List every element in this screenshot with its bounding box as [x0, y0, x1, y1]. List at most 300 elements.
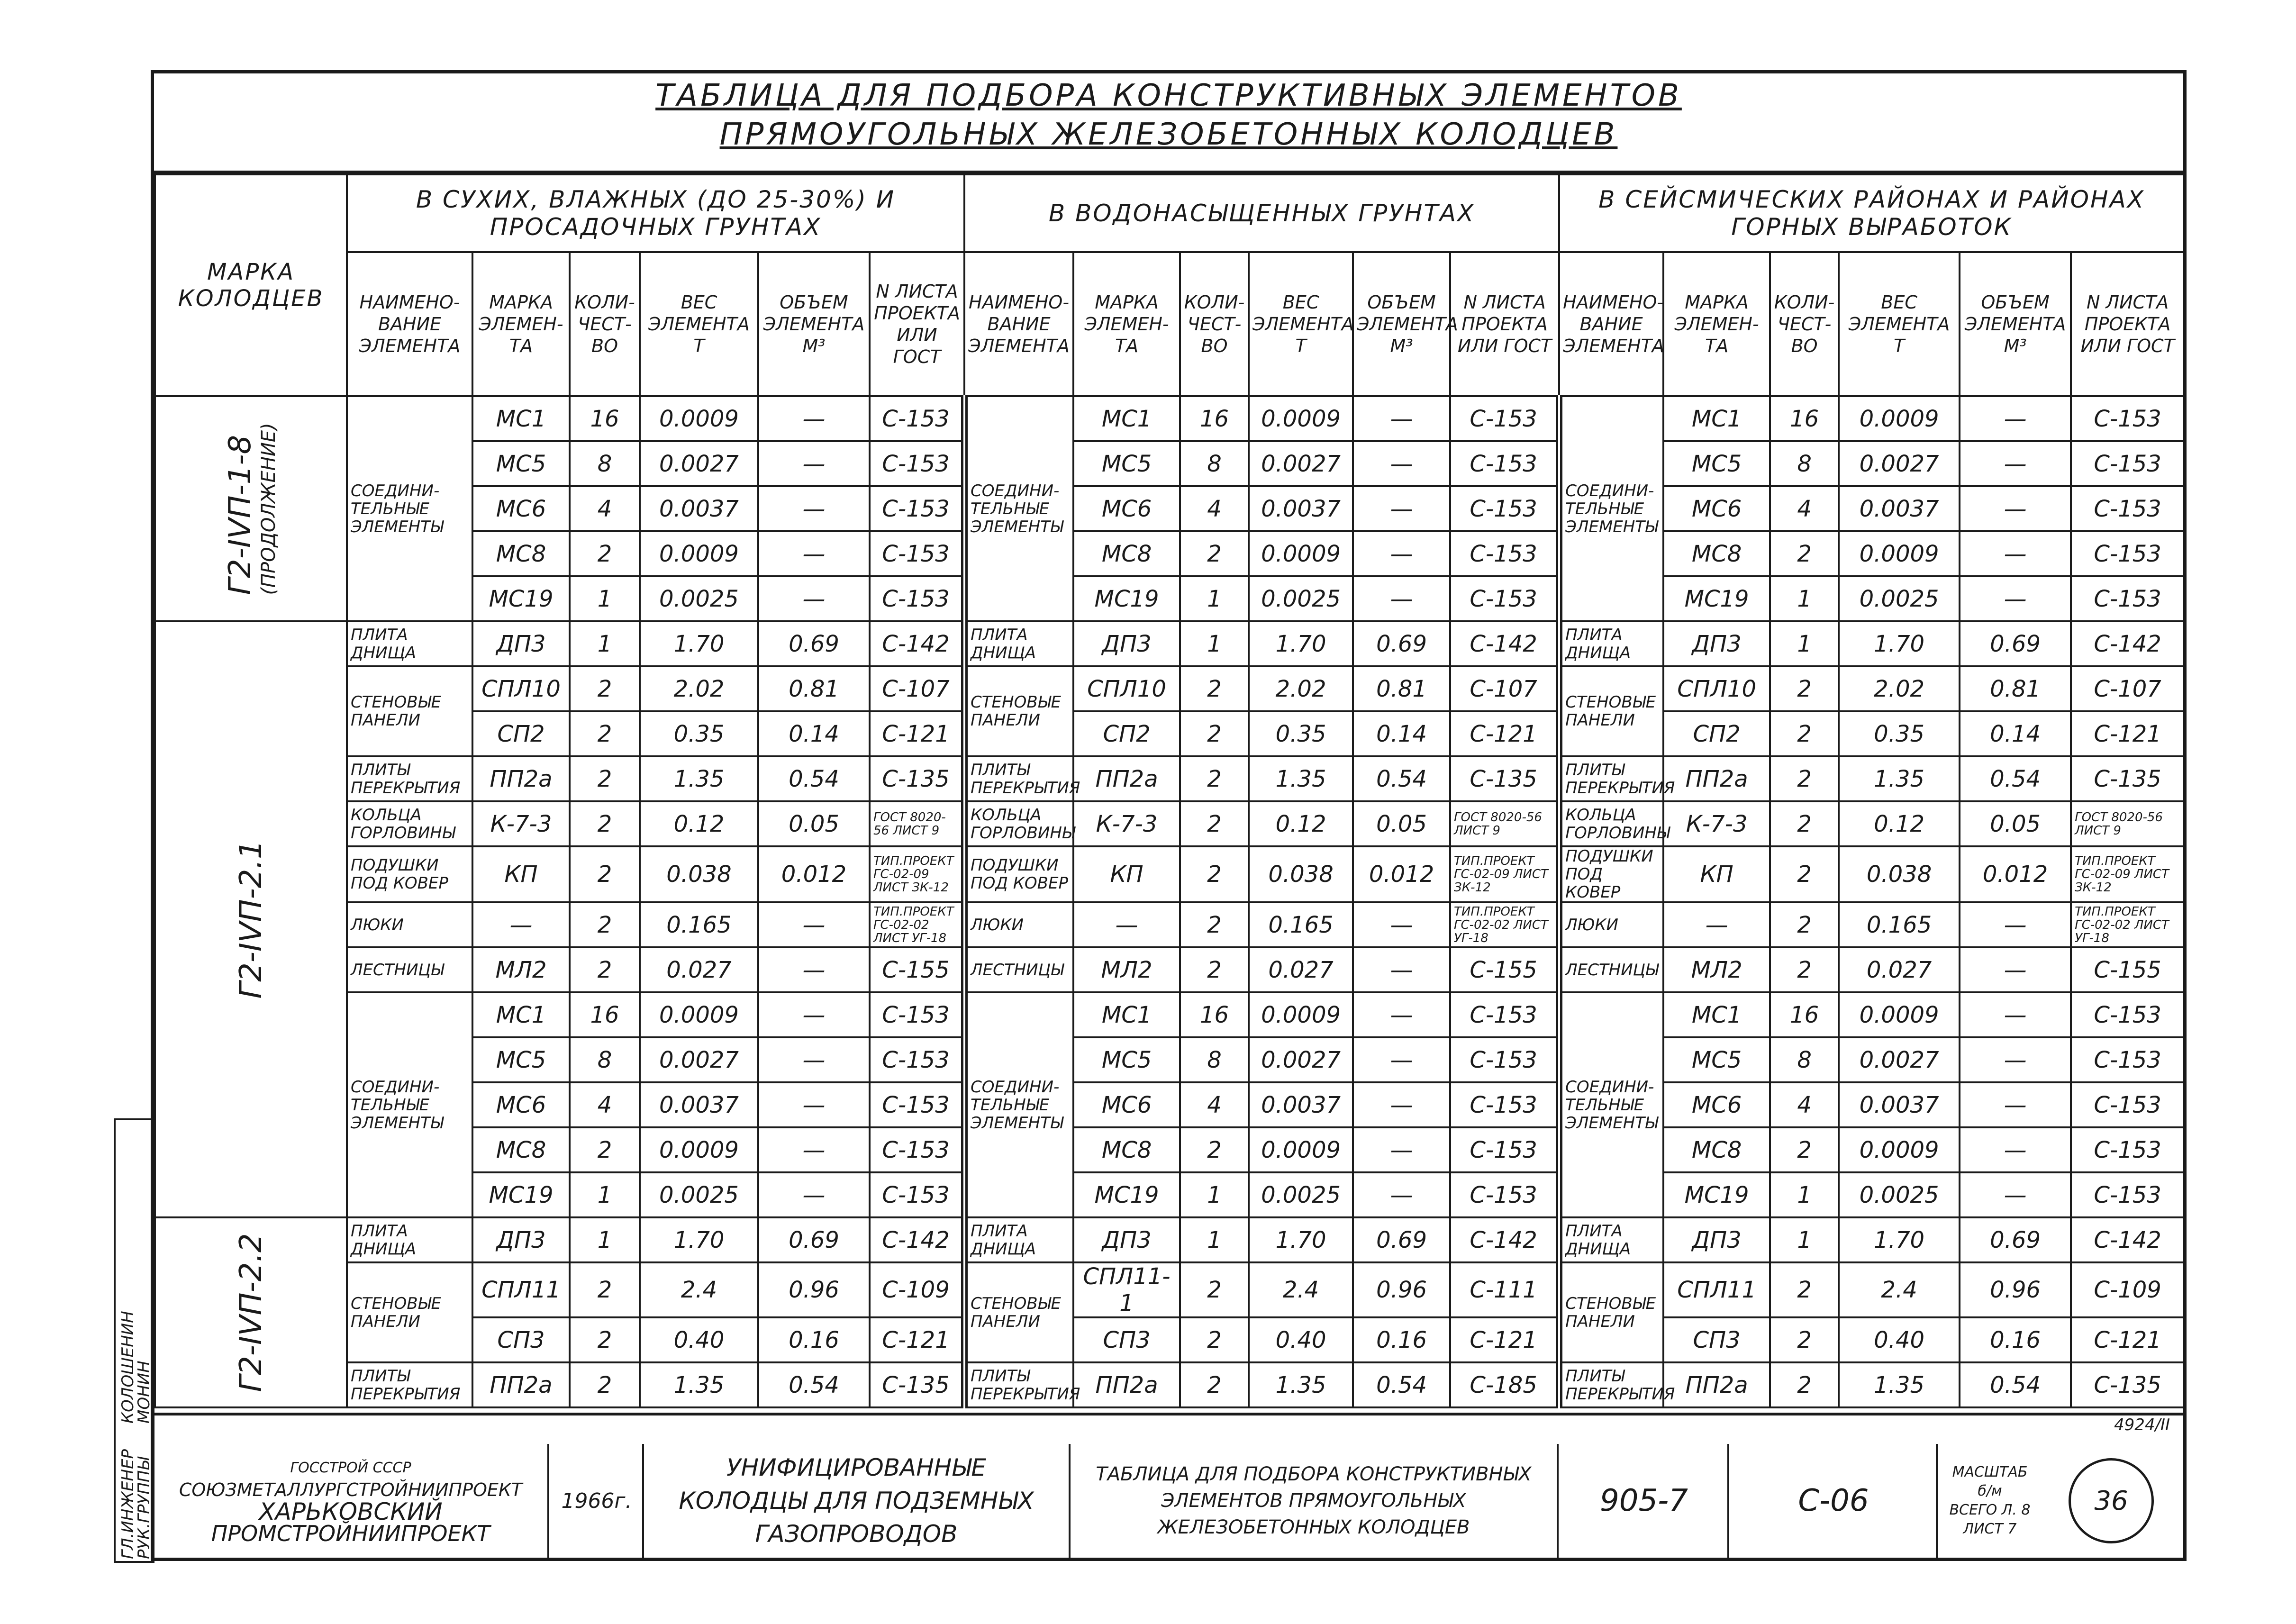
element-count: 2 [1770, 1262, 1839, 1317]
project-sheet: С-153 [870, 396, 964, 441]
element-weight: 1.70 [1839, 1217, 1960, 1262]
element-count: 2 [1770, 711, 1839, 756]
column-header: НАИМЕНО-ВАНИЕ ЭЛЕМЕНТА [347, 252, 472, 396]
project-sheet: С-121 [1450, 1317, 1559, 1362]
organization-block [154, 1444, 547, 1558]
project-sheet: С-153 [870, 531, 964, 576]
element-volume: 0.012 [758, 846, 870, 902]
element-count: 8 [1180, 441, 1249, 486]
column-header: ВЕС ЭЛЕМЕНТА Т [640, 252, 758, 396]
table-row [155, 902, 2184, 947]
project-sheet: С-153 [2071, 1172, 2184, 1217]
element-weight: 0.165 [1839, 902, 1960, 947]
element-volume: — [758, 576, 870, 621]
element-count: 2 [1180, 711, 1249, 756]
element-mark: К-7-3 [1663, 801, 1770, 846]
element-count: 8 [570, 441, 640, 486]
project-sheet: С-153 [870, 1172, 964, 1217]
element-mark: МС19 [1073, 576, 1180, 621]
element-name: ЛЮКИ [347, 902, 472, 947]
table-title-line2: ПРЯМОУГОЛЬНЫХ ЖЕЛЕЗОБЕТОННЫХ КОЛОДЦЕВ [719, 117, 1618, 152]
element-volume: — [1353, 396, 1450, 441]
element-volume: — [1960, 992, 2071, 1037]
element-mark: МС5 [472, 1037, 570, 1082]
element-volume: — [1960, 531, 2071, 576]
project-sheet: ГОСТ 8020-56 ЛИСТ 9 [1450, 801, 1559, 846]
element-count: 2 [1180, 947, 1249, 992]
org-line3: ХАРЬКОВСКИЙ [259, 1498, 443, 1525]
project-sheet: С-135 [1450, 756, 1559, 801]
element-count: 2 [1770, 531, 1839, 576]
table-title-line1: ТАБЛИЦА ДЛЯ ПОДБОРА КОНСТРУКТИВНЫХ ЭЛЕМЕНТОВ [655, 78, 1682, 113]
element-mark: ДП3 [1073, 1217, 1180, 1262]
element-count: 1 [1770, 576, 1839, 621]
element-mark: ДП3 [1663, 1217, 1770, 1262]
element-mark: ПП2а [1663, 756, 1770, 801]
project-sheet: С-155 [870, 947, 964, 992]
column-header: НАИМЕНО-ВАНИЕ ЭЛЕМЕНТА [1559, 252, 1663, 396]
element-volume: 0.14 [1960, 711, 2071, 756]
element-count: 2 [570, 1362, 640, 1407]
element-weight: 0.0009 [640, 1127, 758, 1172]
element-weight: 0.0025 [640, 1172, 758, 1217]
element-count: 2 [570, 531, 640, 576]
element-volume: — [758, 396, 870, 441]
element-name: СТЕНОВЫЕ ПАНЕЛИ [964, 1262, 1073, 1362]
element-count: 2 [570, 1317, 640, 1362]
project-sheet: С-153 [870, 1127, 964, 1172]
element-weight: 0.0009 [640, 531, 758, 576]
column-header: КОЛИ-ЧЕСТ-ВО [1180, 252, 1249, 396]
name-group-leader: МОНИН [135, 1361, 154, 1424]
element-mark: МС1 [1663, 396, 1770, 441]
project-sheet: С-153 [870, 992, 964, 1037]
element-mark: — [472, 902, 570, 947]
project-sheet: С-153 [870, 486, 964, 531]
element-count: 2 [1770, 756, 1839, 801]
element-name: КОЛЬЦА ГОРЛОВИНЫ [964, 801, 1073, 846]
element-volume: 0.96 [1960, 1262, 2071, 1317]
element-weight: 0.40 [640, 1317, 758, 1362]
element-weight: 0.027 [1249, 947, 1353, 992]
group-header-seismic: В СЕЙСМИЧЕСКИХ РАЙОНАХ И РАЙОНАХ ГОРНЫХ ВЫРАБОТОК [1559, 174, 2184, 252]
element-name: ПЛИТА ДНИЩА [347, 1217, 472, 1262]
element-name: СОЕДИНИ-ТЕЛЬНЫЕ ЭЛЕМЕНТЫ [347, 992, 472, 1217]
element-weight: 2.02 [1249, 666, 1353, 711]
project-sheet: С-153 [1450, 486, 1559, 531]
column-header: N ЛИСТА ПРОЕКТА ИЛИ ГОСТ [870, 252, 964, 396]
element-mark: ДП3 [472, 621, 570, 666]
element-weight: 0.027 [1839, 947, 1960, 992]
project-sheet: С-153 [1450, 1082, 1559, 1127]
element-volume: 0.54 [1960, 1362, 2071, 1407]
well-mark-cell [155, 396, 347, 621]
element-count: 1 [570, 1217, 640, 1262]
project-sheet: С-153 [2071, 1082, 2184, 1127]
element-mark: СП3 [472, 1317, 570, 1362]
element-mark: МС19 [472, 1172, 570, 1217]
element-mark: ДП3 [472, 1217, 570, 1262]
element-mark: МЛ2 [1663, 947, 1770, 992]
element-weight: 0.0037 [1249, 1082, 1353, 1127]
element-weight: 1.70 [640, 1217, 758, 1262]
element-count: 2 [1180, 1262, 1249, 1317]
element-name: ЛЕСТНИЦЫ [964, 947, 1073, 992]
element-count: 1 [1180, 1217, 1249, 1262]
element-weight: 0.0009 [1249, 1127, 1353, 1172]
element-weight: 0.0025 [640, 576, 758, 621]
element-count: 4 [570, 486, 640, 531]
element-name: СТЕНОВЫЕ ПАНЕЛИ [347, 666, 472, 756]
selection-table [154, 173, 2185, 1408]
project-sheet: С-153 [2071, 1127, 2184, 1172]
element-name: ПЛИТА ДНИЩА [964, 1217, 1073, 1262]
table-row [155, 396, 2184, 441]
column-header: ОБЪЕМ ЭЛЕМЕНТА М³ [1353, 252, 1450, 396]
element-weight: 0.165 [640, 902, 758, 947]
element-volume: 0.69 [1960, 1217, 2071, 1262]
element-count: 4 [1770, 486, 1839, 531]
element-mark: МС5 [472, 441, 570, 486]
project-sheet: С-109 [2071, 1262, 2184, 1317]
element-volume: 0.16 [758, 1317, 870, 1362]
element-mark: МС5 [1663, 1037, 1770, 1082]
element-volume: — [1960, 486, 2071, 531]
element-weight: 2.4 [640, 1262, 758, 1317]
element-volume: — [758, 531, 870, 576]
element-count: 2 [1770, 666, 1839, 711]
drawing-sheet [151, 70, 2187, 1561]
element-mark: КП [1663, 846, 1770, 902]
element-count: 1 [1180, 576, 1249, 621]
element-volume: 0.16 [1353, 1317, 1450, 1362]
element-weight: 1.70 [1249, 1217, 1353, 1262]
element-name: КОЛЬЦА ГОРЛОВИНЫ [347, 801, 472, 846]
element-count: 8 [1770, 441, 1839, 486]
element-volume: — [1353, 486, 1450, 531]
element-volume: — [1353, 947, 1450, 992]
element-mark: МС19 [472, 576, 570, 621]
element-weight: 0.165 [1249, 902, 1353, 947]
element-name: ПЛИТА ДНИЩА [1559, 621, 1663, 666]
project-sheet: С-153 [2071, 576, 2184, 621]
element-mark: ПП2а [1073, 756, 1180, 801]
column-header: ОБЪЕМ ЭЛЕМЕНТА М³ [758, 252, 870, 396]
element-mark: МЛ2 [472, 947, 570, 992]
column-header: ВЕС ЭЛЕМЕНТА Т [1839, 252, 1960, 396]
element-count: 1 [1770, 1172, 1839, 1217]
element-volume: — [1960, 947, 2071, 992]
element-mark: СП2 [1663, 711, 1770, 756]
element-mark: МС8 [1073, 531, 1180, 576]
table-row [155, 1362, 2184, 1407]
element-count: 2 [1180, 801, 1249, 846]
element-mark: ДП3 [1073, 621, 1180, 666]
element-mark: СПЛ10 [1663, 666, 1770, 711]
element-mark: МС1 [472, 396, 570, 441]
element-count: 16 [1180, 992, 1249, 1037]
element-count: 2 [570, 801, 640, 846]
project-sheet: С-153 [1450, 1127, 1559, 1172]
element-volume: 0.96 [1353, 1262, 1450, 1317]
element-mark: МС6 [472, 1082, 570, 1127]
column-header: ОБЪЕМ ЭЛЕМЕНТА М³ [1960, 252, 2071, 396]
inventory-number: 4924/II [2114, 1415, 2170, 1434]
element-volume: — [1960, 576, 2071, 621]
element-mark: МЛ2 [1073, 947, 1180, 992]
element-mark: СПЛ10 [472, 666, 570, 711]
project-sheet: ТИП.ПРОЕКТ ГС-02-09 ЛИСТ ЗК-12 [2071, 846, 2184, 902]
element-count: 1 [1770, 1217, 1839, 1262]
element-mark: МС8 [1073, 1127, 1180, 1172]
project-sheet: ГОСТ 8020-56 ЛИСТ 9 [2071, 801, 2184, 846]
element-name: ПЛИТЫ ПЕРЕКРЫТИЯ [1559, 756, 1663, 801]
table-row [155, 992, 2184, 1037]
scale-label: МАСШТАБ [1952, 1464, 2028, 1480]
element-count: 1 [1180, 1172, 1249, 1217]
element-name: КОЛЬЦА ГОРЛОВИНЫ [1559, 801, 1663, 846]
element-weight: 0.40 [1839, 1317, 1960, 1362]
table-row [155, 1217, 2184, 1262]
project-sheet: С-142 [2071, 1217, 2184, 1262]
element-volume: 0.69 [1960, 621, 2071, 666]
element-count: 2 [1180, 1127, 1249, 1172]
element-volume: — [758, 486, 870, 531]
element-weight: 0.0009 [1249, 992, 1353, 1037]
element-weight: 2.4 [1839, 1262, 1960, 1317]
column-header: МАРКА ЭЛЕМЕН-ТА [1663, 252, 1770, 396]
element-weight: 0.0009 [1249, 396, 1353, 441]
element-weight: 1.35 [640, 1362, 758, 1407]
element-count: 2 [1180, 756, 1249, 801]
element-mark: СП2 [472, 711, 570, 756]
element-name: ЛЮКИ [964, 902, 1073, 947]
element-volume: 0.54 [758, 756, 870, 801]
project-sheet: С-153 [1450, 576, 1559, 621]
column-header: N ЛИСТА ПРОЕКТА ИЛИ ГОСТ [2071, 252, 2184, 396]
element-volume: 0.81 [1960, 666, 2071, 711]
element-count: 8 [570, 1037, 640, 1082]
element-volume: — [758, 1082, 870, 1127]
element-mark: МС1 [1663, 992, 1770, 1037]
element-volume: 0.81 [1353, 666, 1450, 711]
element-count: 8 [1770, 1037, 1839, 1082]
element-name: ПЛИТЫ ПЕРЕКРЫТИЯ [1559, 1362, 1663, 1407]
element-volume: — [758, 1127, 870, 1172]
year: 1966г. [547, 1444, 644, 1558]
element-weight: 0.0037 [1839, 486, 1960, 531]
column-header: НАИМЕНО-ВАНИЕ ЭЛЕМЕНТА [964, 252, 1073, 396]
element-weight: 1.35 [1839, 1362, 1960, 1407]
element-mark: МС5 [1073, 441, 1180, 486]
element-mark: МС1 [1073, 992, 1180, 1037]
element-count: 1 [570, 621, 640, 666]
project-sheet: ТИП.ПРОЕКТ ГС-02-09 ЛИСТ ЗК-12 [870, 846, 964, 902]
element-weight: 0.0009 [1249, 531, 1353, 576]
element-name: СТЕНОВЫЕ ПАНЕЛИ [347, 1262, 472, 1362]
element-mark: МС19 [1663, 576, 1770, 621]
element-weight: 0.0027 [1249, 441, 1353, 486]
column-header: N ЛИСТА ПРОЕКТА ИЛИ ГОСТ [1450, 252, 1559, 396]
element-volume: — [758, 992, 870, 1037]
element-count: 2 [570, 1262, 640, 1317]
title-block [154, 1413, 2183, 1558]
project-sheet: С-109 [870, 1262, 964, 1317]
element-weight: 0.0027 [640, 441, 758, 486]
well-mark: Г2-IVП-1-8 (ПРОДОЛЖЕНИЕ) [222, 422, 280, 595]
element-volume: 0.14 [758, 711, 870, 756]
element-volume: — [758, 947, 870, 992]
element-name: ПОДУШКИ ПОД КОВЕР [347, 846, 472, 902]
table-row [155, 1262, 2184, 1317]
project-sheet: С-142 [2071, 621, 2184, 666]
element-mark: СПЛ10 [1073, 666, 1180, 711]
element-mark: К-7-3 [472, 801, 570, 846]
project-sheet: С-153 [1450, 992, 1559, 1037]
element-weight: 0.0027 [1249, 1037, 1353, 1082]
sheet-code: С-06 [1727, 1444, 1938, 1558]
project-sheet: ТИП.ПРОЕКТ ГС-02-02 ЛИСТ УГ-18 [870, 902, 964, 947]
project-sheet: ТИП.ПРОЕКТ ГС-02-02 ЛИСТ УГ-18 [1450, 902, 1559, 947]
element-volume: 0.69 [1353, 1217, 1450, 1262]
total-sheets: ВСЕГО Л. 8 [1949, 1502, 2031, 1518]
element-mark: СПЛ11-1 [1073, 1262, 1180, 1317]
element-volume: — [1960, 1037, 2071, 1082]
element-weight: 0.12 [640, 801, 758, 846]
column-header: МАРКА ЭЛЕМЕН-ТА [472, 252, 570, 396]
project-sheet: С-121 [2071, 711, 2184, 756]
project-sheet: С-153 [2071, 396, 2184, 441]
element-mark: МС6 [472, 486, 570, 531]
element-name: СОЕДИНИ-ТЕЛЬНЫЕ ЭЛЕМЕНТЫ [964, 396, 1073, 621]
element-count: 4 [1180, 1082, 1249, 1127]
element-volume: 0.012 [1353, 846, 1450, 902]
element-volume: — [758, 1172, 870, 1217]
element-weight: 2.02 [640, 666, 758, 711]
element-weight: 0.0009 [640, 396, 758, 441]
project-sheet: С-153 [2071, 1037, 2184, 1082]
element-count: 16 [1180, 396, 1249, 441]
element-count: 16 [570, 396, 640, 441]
element-volume: — [1960, 396, 2071, 441]
element-weight: 1.70 [1839, 621, 1960, 666]
element-count: 2 [1770, 902, 1839, 947]
project-sheet: С-142 [870, 1217, 964, 1262]
element-name: ПЛИТА ДНИЩА [964, 621, 1073, 666]
org-line1: ГОССТРОЙ СССР [290, 1460, 411, 1476]
project-sheet: С-153 [2071, 531, 2184, 576]
element-count: 1 [1180, 621, 1249, 666]
element-weight: 1.70 [640, 621, 758, 666]
element-count: 4 [1770, 1082, 1839, 1127]
project-sheet: С-153 [1450, 1037, 1559, 1082]
element-name: ПОДУШКИ ПОД КОВЕР [1559, 846, 1663, 902]
marka-header: МАРКА КОЛОДЦЕВ [155, 174, 347, 396]
element-volume: 0.54 [1353, 756, 1450, 801]
role-chief-engineer: ГЛ.ИНЖЕНЕР [118, 1449, 137, 1559]
element-mark: МС8 [1663, 1127, 1770, 1172]
element-weight: 0.0037 [640, 1082, 758, 1127]
element-name: ПЛИТЫ ПЕРЕКРЫТИЯ [964, 1362, 1073, 1407]
table-row [155, 801, 2184, 846]
signature-column [114, 1118, 154, 1563]
project-sheet: С-107 [1450, 666, 1559, 711]
element-mark: МС6 [1073, 1082, 1180, 1127]
org-line2: СОЮЗМЕТАЛЛУРГСТРОЙНИИПРОЕКТ [179, 1479, 523, 1500]
element-mark: МС8 [472, 531, 570, 576]
element-count: 2 [570, 666, 640, 711]
element-mark: — [1073, 902, 1180, 947]
element-count: 2 [570, 1127, 640, 1172]
name-chief-engineer: КОЛОШЕНИН [118, 1311, 137, 1424]
element-name: ЛЮКИ [1559, 902, 1663, 947]
element-weight: 1.70 [1249, 621, 1353, 666]
element-weight: 0.0037 [1839, 1082, 1960, 1127]
table-row [155, 947, 2184, 992]
element-weight: 0.027 [640, 947, 758, 992]
element-weight: 1.35 [1249, 1362, 1353, 1407]
project-sheet: С-153 [1450, 531, 1559, 576]
element-weight: 0.0009 [640, 992, 758, 1037]
element-name: ПЛИТЫ ПЕРЕКРЫТИЯ [347, 1362, 472, 1407]
project-sheet: С-153 [1450, 1172, 1559, 1217]
element-mark: МС8 [1663, 531, 1770, 576]
element-weight: 0.0025 [1839, 576, 1960, 621]
element-weight: 2.02 [1839, 666, 1960, 711]
sheet-number: ЛИСТ 7 [1963, 1521, 2017, 1537]
element-name: ПЛИТЫ ПЕРЕКРЫТИЯ [964, 756, 1073, 801]
element-volume: — [1353, 441, 1450, 486]
element-count: 16 [570, 992, 640, 1037]
element-mark: СПЛ11 [472, 1262, 570, 1317]
element-weight: 1.35 [1249, 756, 1353, 801]
column-header: МАРКА ЭЛЕМЕН-ТА [1073, 252, 1180, 396]
element-volume: 0.05 [758, 801, 870, 846]
element-mark: ДП3 [1663, 621, 1770, 666]
element-weight: 0.0027 [640, 1037, 758, 1082]
project-sheet: ГОСТ 8020-56 ЛИСТ 9 [870, 801, 964, 846]
element-weight: 0.038 [640, 846, 758, 902]
project-sheet: С-153 [870, 441, 964, 486]
element-volume: 0.05 [1353, 801, 1450, 846]
element-volume: 0.54 [758, 1362, 870, 1407]
table-row [155, 666, 2184, 711]
element-count: 2 [1180, 846, 1249, 902]
element-count: 2 [570, 902, 640, 947]
element-mark: МС19 [1073, 1172, 1180, 1217]
project-sheet: С-121 [870, 1317, 964, 1362]
element-count: 2 [570, 947, 640, 992]
project-sheet: С-153 [2071, 441, 2184, 486]
element-mark: СП3 [1663, 1317, 1770, 1362]
element-weight: 0.0009 [1839, 396, 1960, 441]
project-sheet: С-121 [870, 711, 964, 756]
project-sheet: С-153 [1450, 396, 1559, 441]
element-volume: 0.012 [1960, 846, 2071, 902]
project-sheet: С-107 [870, 666, 964, 711]
element-volume: — [758, 1037, 870, 1082]
element-volume: 0.16 [1960, 1317, 2071, 1362]
element-volume: 0.54 [1960, 756, 2071, 801]
element-count: 1 [1770, 621, 1839, 666]
element-mark: СПЛ11 [1663, 1262, 1770, 1317]
column-header: ВЕС ЭЛЕМЕНТА Т [1249, 252, 1353, 396]
project-sheet: ТИП.ПРОЕКТ ГС-02-09 ЛИСТ ЗК-12 [1450, 846, 1559, 902]
project-sheet: С-135 [870, 1362, 964, 1407]
page-number: 36 [2069, 1458, 2154, 1543]
element-mark: ПП2а [1073, 1362, 1180, 1407]
element-weight: 0.40 [1249, 1317, 1353, 1362]
